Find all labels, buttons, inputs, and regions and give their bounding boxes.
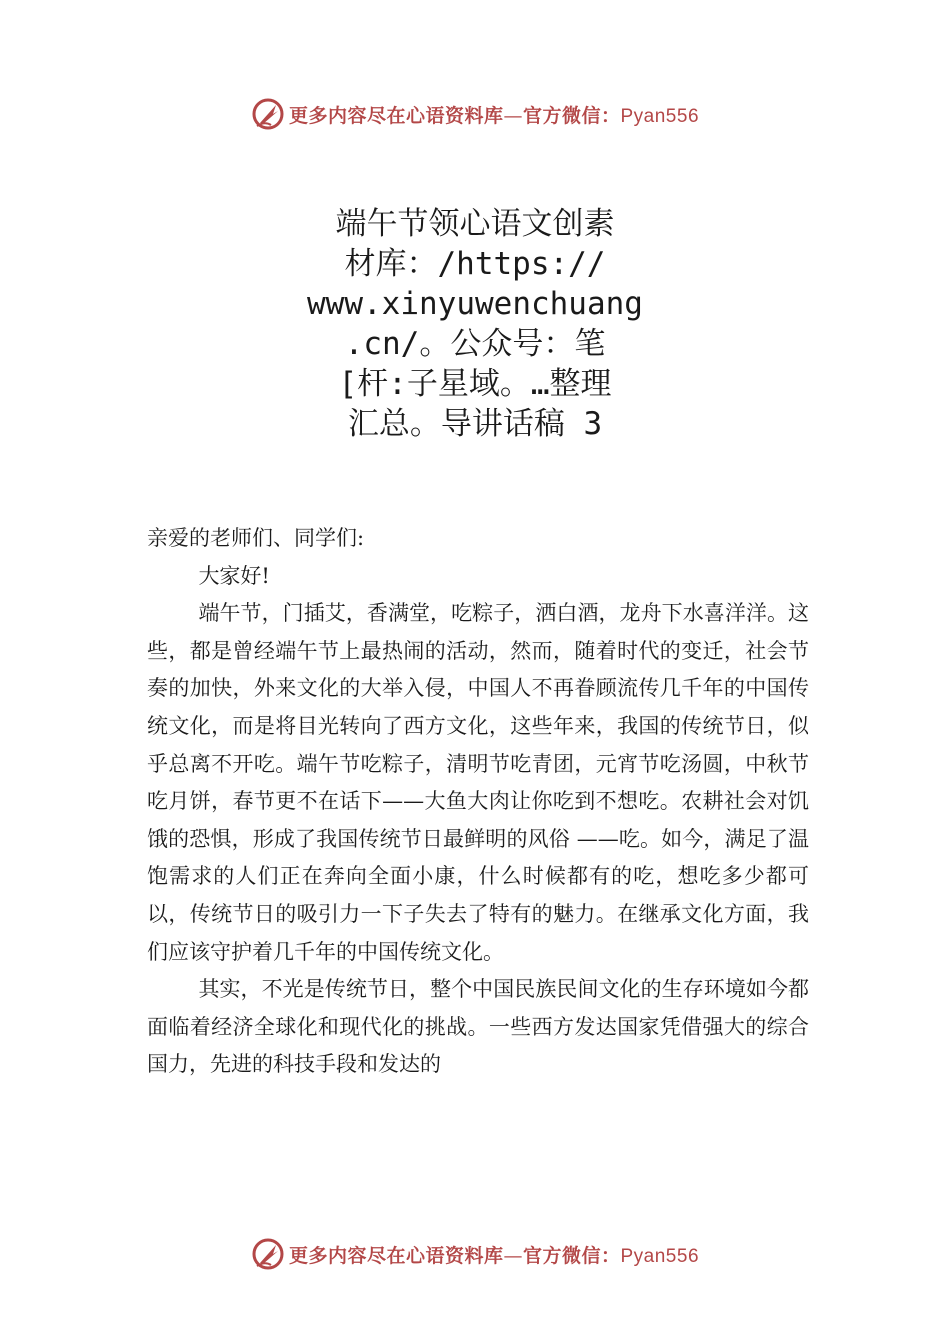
banner-main-text: 更多内容尽在心语资料库	[288, 1244, 504, 1267]
title-line: 端午节领心语文创素	[335, 206, 615, 242]
title-line: www.xinyuwenchuang	[307, 286, 643, 322]
banner-text	[289, 1241, 699, 1268]
title-line: .cn/。公众号：笔	[344, 326, 606, 362]
banner-separator: —	[503, 1244, 523, 1267]
greeting: 大家好!	[198, 563, 270, 588]
banner-wechat-label: 官方微信：	[522, 1244, 621, 1267]
banner-wechat-label: 官方微信：	[522, 104, 621, 127]
document-title	[280, 204, 670, 444]
banner-account: Pyan556	[620, 1245, 700, 1267]
paragraph: 端午节，门插艾，香满堂，吃粽子，洒白酒，龙舟下水喜洋洋。这些，都是曾经端午节上最热闹的活动，然而，随着时代的变迁，社会节奏的加快，外来文化的大举入侵，中国人不再眷顾流传几千年的中国传统文化，而是将目光转向了西方文化，这些年来，我国的传统节日，似乎总离不开吃。端午节吃粽子，清明节吃青团，元宵节吃汤圆，中秋节吃月饼，春节更不在话下——大鱼大肉让你吃到不想吃。农耕社会对饥饿的恐惧，形成了我国传统节日最鲜明的风俗 ——吃。如今，满足了温饱需求的人们正在奔向全面小康，什么时候都有的吃，想吃多少都可以，传统节日的吸引力一下子失去了特有的魅力。在继承文化方面，我们应该守护着几千年的中国传统文化。	[147, 601, 809, 964]
banner-account: Pyan556	[620, 105, 700, 127]
banner-main-text: 更多内容尽在心语资料库	[288, 104, 504, 127]
header-banner	[0, 94, 950, 134]
quill-logo-icon	[251, 1237, 285, 1271]
title-line: 材库：/https://	[344, 246, 606, 282]
document-body	[147, 520, 809, 1084]
paragraph: 其实，不光是传统节日，整个中国民族民间文化的生存环境如今都面临着经济全球化和现代化的挑战。一些西方发达国家凭借强大的综合国力，先进的科技手段和发达的	[147, 977, 809, 1077]
footer-banner	[0, 1234, 950, 1274]
title-line: [杆:子星域。…整理	[338, 366, 612, 402]
banner-separator: —	[503, 104, 523, 127]
salutation: 亲爱的老师们、同学们:	[147, 526, 365, 550]
title-line: 汇总。导讲话稿 3	[347, 406, 603, 442]
quill-logo-icon	[251, 97, 285, 131]
banner-text	[289, 101, 699, 128]
